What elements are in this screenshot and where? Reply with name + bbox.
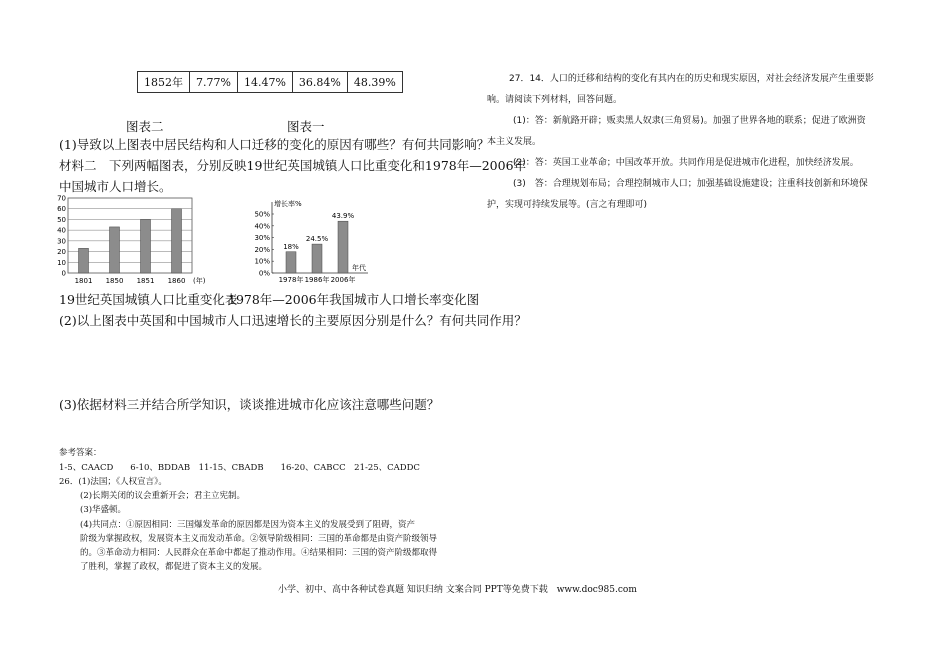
- question-2: (2)以上图表中英国和中国城市人口迅速增长的主要原因分别是什么？有何共同作用？: [59, 313, 527, 328]
- answers-title: 参考答案：: [59, 448, 102, 458]
- footer-text: 小学、初中、高中各种试卷真题 知识归纳 文案合同 PPT等免费下载 www.doc985.com: [278, 585, 637, 595]
- q27-answer-line: (3) 答：合理规划布局；合理控制城市人口；加强基础设施建设；注重科技创新和环境保: [513, 179, 868, 189]
- bar: [79, 248, 89, 273]
- y-tick-label: 10: [57, 258, 66, 267]
- data-label: 18%: [283, 242, 299, 251]
- bar: [172, 209, 182, 273]
- x-tick-label: 1978年: [278, 276, 304, 284]
- x-tick-label: 1986年: [304, 276, 330, 284]
- y-tick-label: 40: [57, 226, 66, 235]
- bar: [338, 221, 348, 273]
- x-tick-label: 1801: [74, 277, 93, 285]
- y-tick-label: 20%: [254, 245, 270, 254]
- figure-label-2: 图表二: [126, 119, 164, 134]
- bar: [286, 252, 296, 273]
- uk-urban-share-chart: [55, 194, 205, 286]
- y-tick-label: 0: [61, 269, 66, 278]
- y-tick-label: 70: [57, 194, 66, 203]
- y-tick-label: 60: [57, 205, 66, 214]
- y-tick-label: 40%: [254, 222, 270, 231]
- x-tick-label: 2006年: [330, 276, 356, 284]
- data-label: 24.5%: [305, 235, 329, 244]
- bar: [312, 244, 322, 273]
- y-axis-label: 增长率%: [274, 200, 302, 208]
- x-tick-label: 1851: [136, 277, 155, 285]
- table-cell: 48.39%: [347, 72, 402, 93]
- answer-26-line: (3)华盛顿。: [80, 505, 127, 515]
- answer-26-line: 阶级为掌握政权，发展资本主义而发动革命。②领导阶级相同：三国的革命都是由资产阶级领导: [80, 534, 438, 544]
- y-tick-label: 20: [57, 248, 66, 257]
- answer-26-line: 的。③革命动力相同：人民群众在革命中都起了推动作用。④结果相同：三国的资产阶级都取得: [80, 548, 438, 558]
- q27-answer-line: 护，实现可持续发展等。(言之有理即可): [487, 200, 648, 210]
- question-1: (1)导致以上图表中居民结构和人口迁移的变化的原因有哪些？有何共同影响？: [59, 137, 490, 152]
- q27-line: 27．14．人口的迁移和结构的变化有其内在的历史和现实原因，对社会经济发展产生重要影: [509, 74, 874, 84]
- q27-answer-line: (2)：答：英国工业革命；中国改革开放。共同作用是促进城市化进程，加快经济发展。: [513, 158, 859, 168]
- y-tick-label: 50: [57, 215, 66, 224]
- q27-answer-line: 本主义发展。: [487, 137, 542, 147]
- table-cell: 36.84%: [292, 72, 347, 93]
- bar: [110, 227, 120, 273]
- x-unit-label: (年): [193, 277, 205, 285]
- figure-label-1: 图表一: [287, 119, 325, 134]
- bar: [141, 219, 151, 273]
- material-2-line-2: 中国城市人口增长。: [59, 179, 172, 194]
- chart-1-caption: 19世纪英国城镇人口比重变化表: [59, 292, 238, 307]
- answer-26-line: 了胜利，掌握了政权，都促进了资本主义的发展。: [80, 562, 268, 572]
- china-urban-growth-chart: [248, 196, 373, 288]
- table-cell: 14.47%: [237, 72, 292, 93]
- chart-2-caption: 1978年—2006年我国城市人口增长率变化图: [228, 292, 480, 307]
- answer-26-line: (4)共同点：①原因相同：三国爆发革命的原因都是因为资本主义的发展受到了阻碍，资产: [80, 520, 416, 530]
- x-axis-label: 年代: [352, 264, 366, 272]
- q27-answer-line: (1)：答：新航路开辟；贩卖黑人奴隶(三角贸易)。加强了世界各地的联系；促进了欧洲资: [513, 116, 866, 126]
- x-tick-label: 1850: [105, 277, 124, 285]
- x-tick-label: 1860: [167, 277, 186, 285]
- question-3: (3)依据材料三并结合所学知识，谈谈推进城市化应该注意哪些问题？: [59, 397, 440, 412]
- material-2-line-1: 材料二 下列两幅图表，分别反映19世纪英国城镇人口比重变化和1978年—2006年: [59, 158, 527, 173]
- y-tick-label: 10%: [254, 257, 270, 266]
- table-cell: 7.77%: [190, 72, 238, 93]
- y-tick-label: 30%: [254, 234, 270, 243]
- y-tick-label: 30: [57, 237, 66, 246]
- table-cell: 1852年: [138, 72, 190, 93]
- data-label: 43.9%: [331, 212, 355, 221]
- answers-choice: 1-5、CAACD 6-10、BDDAB 11-15、CBADB 16-20、CABCC 21-25、CADDC: [59, 463, 420, 473]
- y-tick-label: 0%: [258, 269, 270, 278]
- y-tick-label: 50%: [254, 210, 270, 219]
- population-table: [137, 71, 403, 93]
- answer-26-line: 26．(1)法国；《人权宣言》。: [59, 477, 167, 487]
- answer-26-line: (2)长期关闭的议会重新开会；君主立宪制。: [80, 491, 246, 501]
- q27-line: 响。请阅读下列材料，回答问题。: [487, 95, 623, 105]
- table-row: [138, 72, 403, 93]
